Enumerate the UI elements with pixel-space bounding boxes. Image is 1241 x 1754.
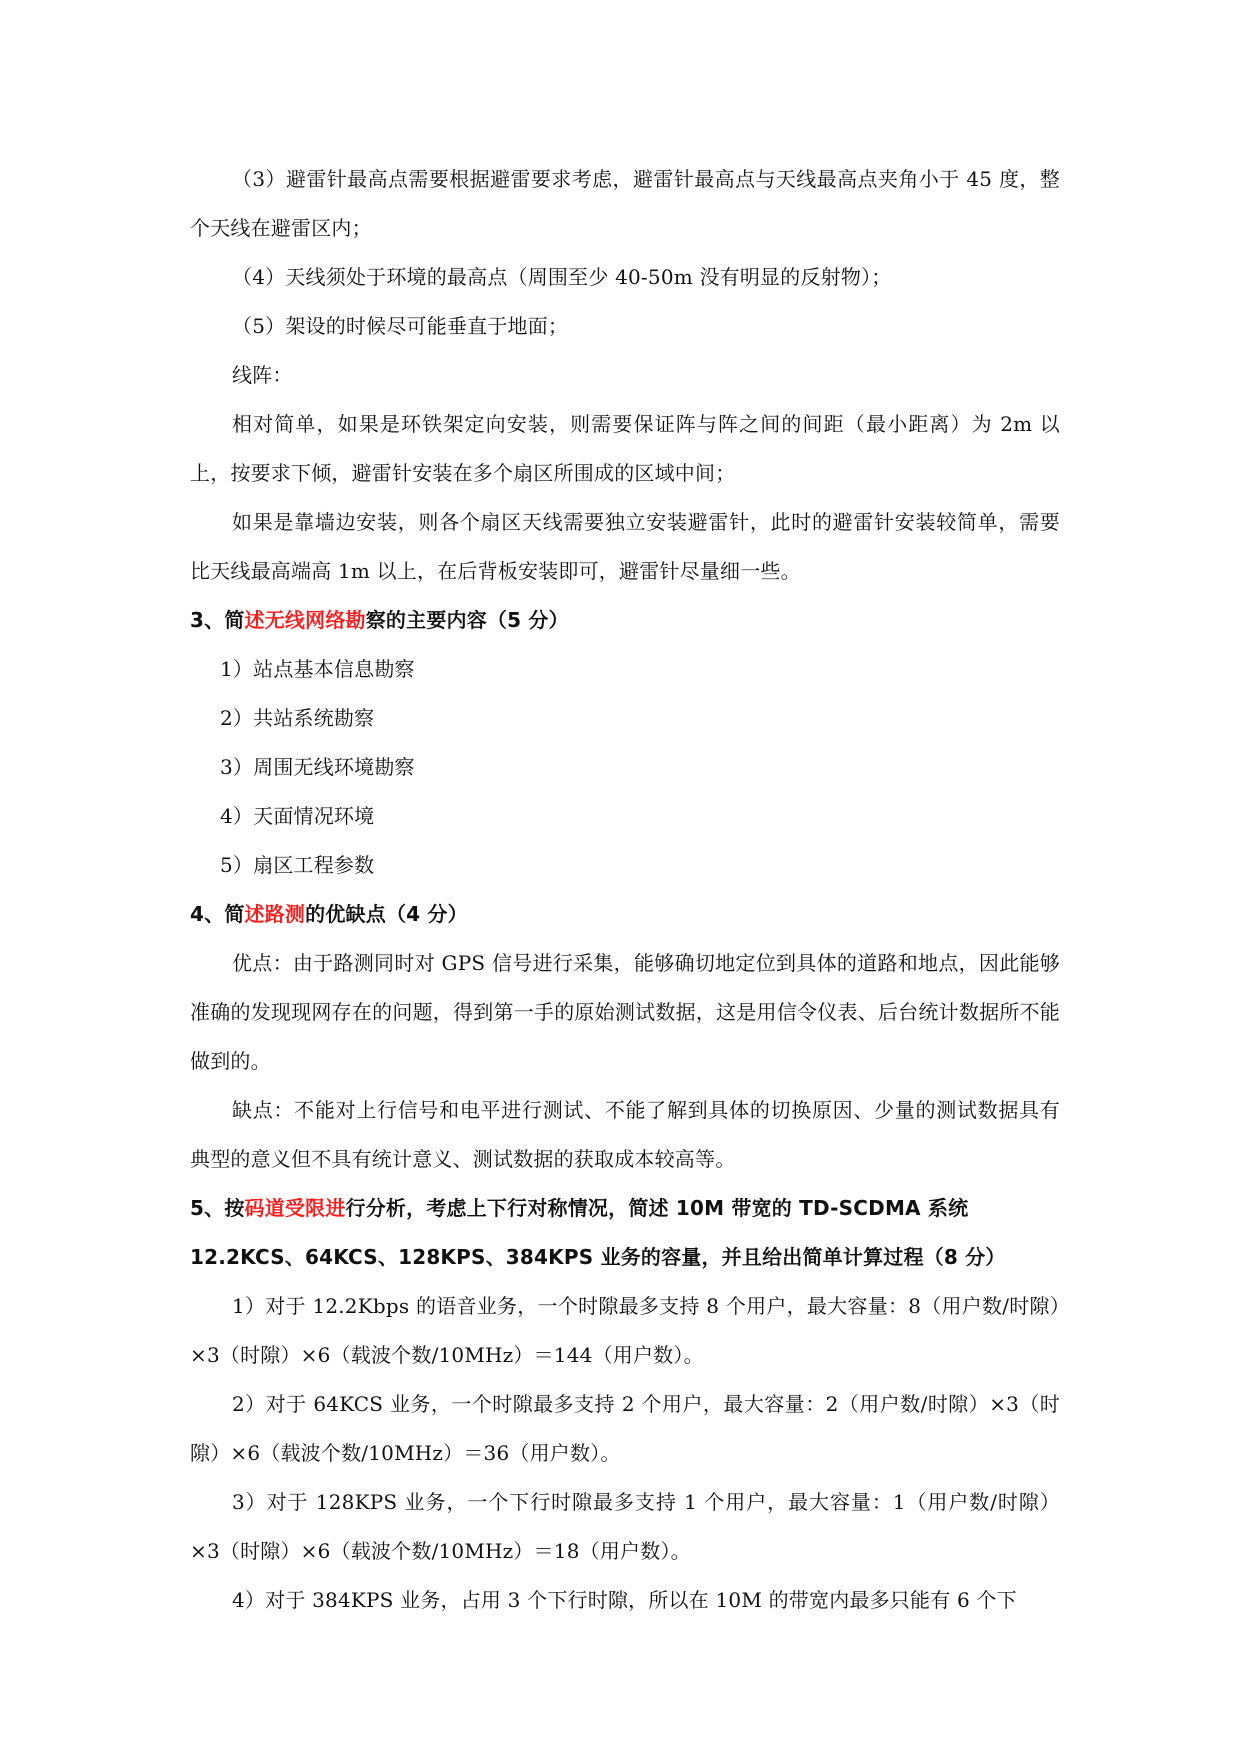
question-4-heading-b: 的优缺点（4 分） xyxy=(305,902,468,926)
paragraph-drive-test-cons: 缺点：不能对上行信号和电平进行测试、不能了解到具体的切换原因、少量的测试数据具有典型的意义但不具有统计意义、测试数据的获取成本较高等。 xyxy=(190,1098,1060,1171)
q3-list-item: 1）站点基本信息勘察 xyxy=(220,657,415,681)
q5-list-item: 1）对于 12.2Kbps 的语音业务，一个时隙最多支持 8 个用户，最大容量：8（用户数/时隙）×3（时隙）×6（载波个数/10MHz）＝144（用户数）。 xyxy=(190,1294,1060,1367)
question-3-heading-highlight: 述无线网络勘 xyxy=(244,608,366,632)
q5-list-item: 4）对于 384KPS 业务，占用 3 个下行时隙，所以在 10M 的带宽内最多只能有 6 个下 xyxy=(232,1588,1017,1612)
question-4-heading xyxy=(190,890,1060,939)
question-3-heading-b: 察的主要内容（5 分） xyxy=(365,608,569,632)
document-body xyxy=(190,155,1060,1625)
question-4-heading-highlight: 述路测 xyxy=(244,902,306,926)
paragraph-line-array-heading: 线阵： xyxy=(232,363,293,387)
paragraph-antenna-highest-point: （4）天线须处于环境的最高点（周围至少 40-50m 没有明显的反射物）； xyxy=(232,265,892,289)
question-5-heading-a: 5、按 xyxy=(190,1196,245,1220)
q3-list-item: 4）天面情况环境 xyxy=(220,804,375,828)
paragraph-line-array-iron-frame: 相对简单，如果是环铁架定向安装，则需要保证阵与阵之间的间距（最小距离）为 2m 以上，按要求下倾，避雷针安装在多个扇区所围成的区域中间； xyxy=(190,412,1060,485)
question-4-heading-a: 4、简 xyxy=(190,902,245,926)
question-3-heading-a: 3、简 xyxy=(190,608,245,632)
q5-list-item: 2）对于 64KCS 业务，一个时隙最多支持 2 个用户，最大容量：2（用户数/时隙）×3（时隙）×6（载波个数/10MHz）＝36（用户数）。 xyxy=(190,1392,1060,1465)
question-5-heading-b: 行分析，考虑上下行对称情况，简述 10M 带宽的 TD-SCDMA 系统 12.2KCS、64KCS、128KPS、384KPS 业务的容量，并且给出简单计算过程（8 分） xyxy=(190,1196,1006,1269)
q5-list-item: 3）对于 128KPS 业务，一个下行时隙最多支持 1 个用户，最大容量：1（用户数/时隙）×3（时隙）×6（载波个数/10MHz）＝18（用户数）。 xyxy=(190,1490,1060,1563)
question-5-heading-highlight: 码道受限进 xyxy=(244,1196,346,1220)
q3-list-item: 2）共站系统勘察 xyxy=(220,706,375,730)
q3-list-item: 5）扇区工程参数 xyxy=(220,853,375,877)
q3-list-item: 3）周围无线环境勘察 xyxy=(220,755,415,779)
paragraph-line-array-wall: 如果是靠墙边安装，则各个扇区天线需要独立安装避雷针，此时的避雷针安装较简单，需要比天线最高端高 1m 以上，在后背板安装即可，避雷针尽量细一些。 xyxy=(190,510,1060,583)
paragraph-vertical-install: （5）架设的时候尽可能垂直于地面； xyxy=(232,314,569,338)
paragraph-lightning-rod-height: （3）避雷针最高点需要根据避雷要求考虑，避雷针最高点与天线最高点夹角小于 45 度，整个天线在避雷区内； xyxy=(190,167,1060,240)
paragraph-drive-test-pros: 优点：由于路测同时对 GPS 信号进行采集，能够确切地定位到具体的道路和地点，因此能够准确的发现现网存在的问题，得到第一手的原始测试数据，这是用信令仪表、后台统计数据所不能做到的。 xyxy=(190,951,1060,1073)
question-5-heading xyxy=(190,1184,1060,1282)
question-3-heading xyxy=(190,596,1060,645)
